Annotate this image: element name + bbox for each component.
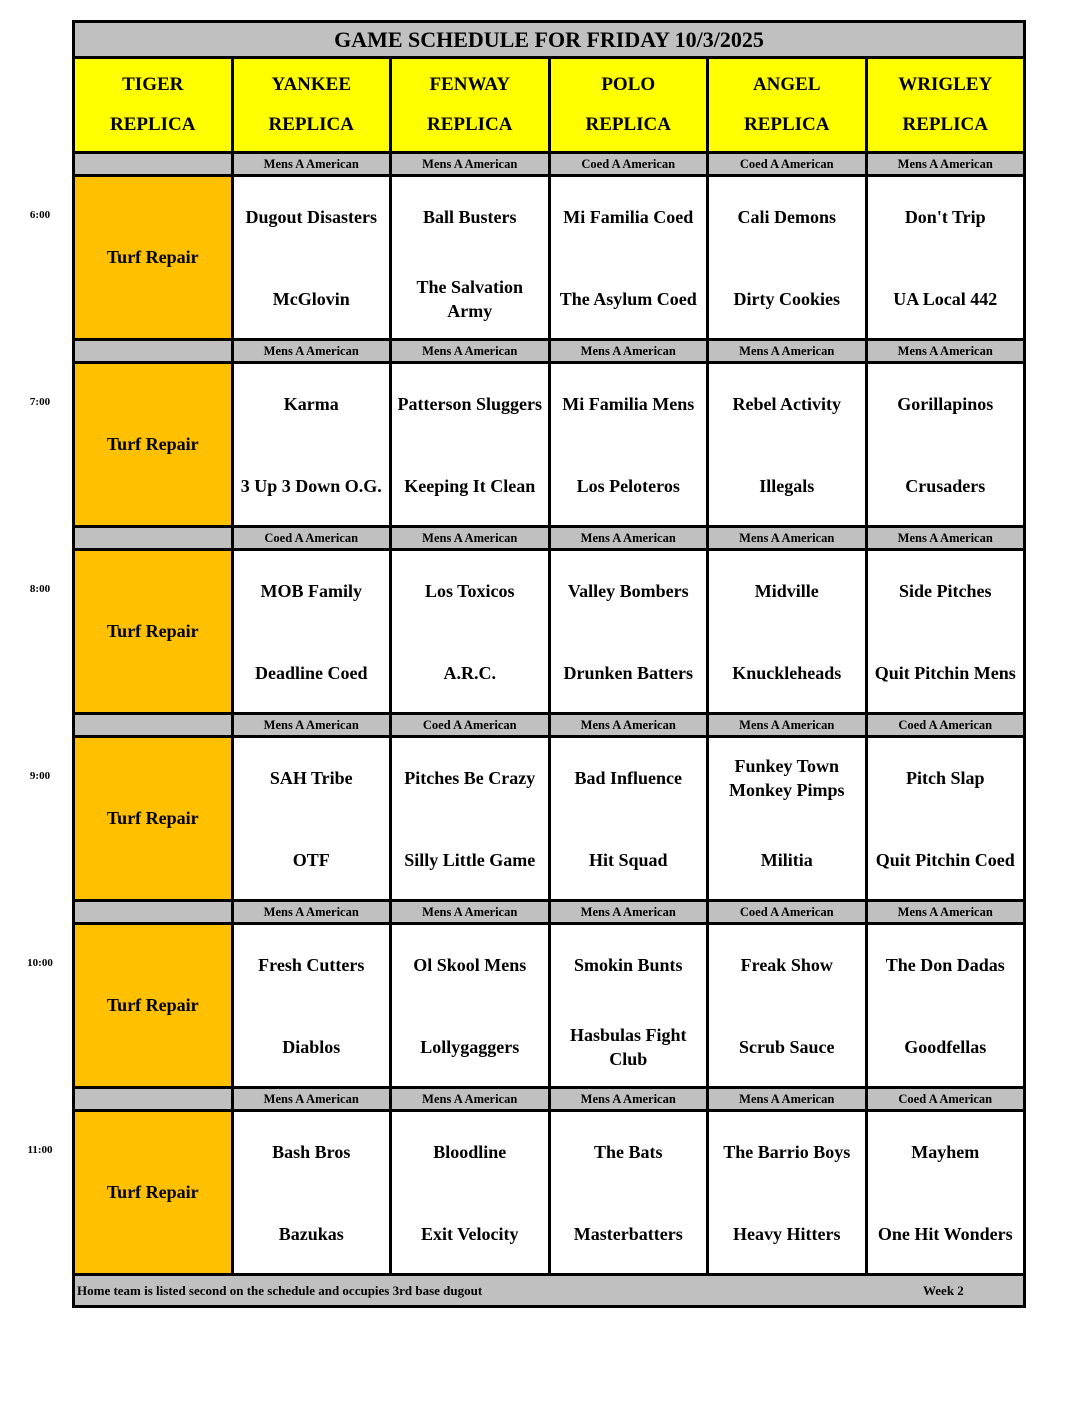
division-label: Mens A American	[709, 341, 868, 361]
home-team: Illegals	[759, 476, 815, 496]
home-team: Drunken Batters	[563, 663, 693, 683]
field-name: WRIGLEY	[898, 74, 993, 95]
turf-repair-cell: Turf Repair	[75, 364, 234, 525]
game-cell	[551, 1112, 710, 1273]
away-team: Funkey Town Monkey Pimps	[728, 756, 845, 800]
time-slot-row	[75, 738, 1023, 902]
division-blank	[75, 528, 234, 548]
turf-repair-cell: Turf Repair	[75, 551, 234, 712]
division-label: Mens A American	[234, 341, 393, 361]
away-team: Side Pitches	[899, 581, 992, 601]
away-team: The Don Dadas	[885, 955, 1005, 975]
division-blank	[75, 1089, 234, 1109]
field-name: YANKEE	[271, 74, 352, 95]
home-team: Silly Little Game	[404, 850, 536, 870]
home-team: Knuckleheads	[732, 663, 842, 683]
field-name: FENWAY	[429, 74, 511, 95]
field-name: ANGEL	[752, 74, 821, 95]
division-label: Coed A American	[868, 1089, 1024, 1109]
time-slot-row	[75, 177, 1023, 341]
home-team: A.R.C.	[443, 663, 496, 683]
division-blank	[75, 715, 234, 735]
schedule-sheet	[72, 20, 1026, 1308]
division-blank	[75, 902, 234, 922]
division-row	[75, 341, 1023, 364]
division-blank	[75, 341, 234, 361]
game-cell	[234, 364, 393, 525]
footer-note: Home team is listed second on the schedule and occupies 3rd base dugout	[77, 1283, 483, 1298]
turf-repair-cell: Turf Repair	[75, 925, 234, 1086]
away-team: Pitches Be Crazy	[404, 768, 536, 788]
turf-repair-cell: Turf Repair	[75, 177, 234, 338]
home-team: Hasbulas Fight Club	[569, 1025, 687, 1069]
game-cell	[709, 551, 868, 712]
time-label-3: 9:00	[29, 770, 51, 782]
field-sub: REPLICA	[902, 114, 988, 135]
away-team: Mi Familia Coed	[563, 207, 694, 227]
home-team: One Hit Wonders	[877, 1224, 1013, 1244]
division-label: Mens A American	[392, 341, 551, 361]
division-blank	[75, 154, 234, 174]
time-label-2: 8:00	[29, 583, 51, 595]
away-team: The Bats	[593, 1142, 663, 1162]
division-label: Mens A American	[709, 1089, 868, 1109]
away-team: Midville	[754, 581, 819, 601]
field-sub: REPLICA	[268, 114, 354, 135]
field-sub: REPLICA	[426, 114, 513, 135]
away-team: Gorillapinos	[897, 394, 994, 414]
field-name: POLO	[601, 74, 656, 95]
home-team: Masterbatters	[573, 1224, 683, 1244]
away-team: Bloodline	[433, 1142, 507, 1162]
division-label: Mens A American	[234, 154, 393, 174]
away-team: Valley Bombers	[567, 581, 689, 601]
field-sub: REPLICA	[743, 114, 830, 135]
division-label: Mens A American	[234, 902, 393, 922]
home-team: Lollygaggers	[420, 1037, 520, 1057]
division-row	[75, 902, 1023, 925]
home-team: Goodfellas	[904, 1037, 987, 1057]
division-label: Mens A American	[709, 528, 868, 548]
away-team: Dugout Disasters	[245, 207, 377, 227]
away-team: The Barrio Boys	[723, 1142, 851, 1162]
away-team: Mayhem	[911, 1142, 980, 1162]
game-cell	[234, 738, 393, 899]
game-cell	[551, 364, 710, 525]
home-team: Exit Velocity	[421, 1224, 519, 1244]
away-team: Fresh Cutters	[258, 955, 365, 975]
week-label: Week 2	[923, 1283, 964, 1298]
game-cell	[392, 738, 551, 899]
home-team: The Salvation Army	[416, 277, 524, 321]
field-header-yankee	[234, 59, 393, 151]
division-label: Coed A American	[868, 715, 1024, 735]
division-label: Mens A American	[709, 715, 868, 735]
game-cell	[868, 1112, 1024, 1273]
division-label: Mens A American	[234, 1089, 393, 1109]
division-label: Mens A American	[551, 528, 710, 548]
division-label: Mens A American	[868, 528, 1024, 548]
game-cell	[392, 925, 551, 1086]
division-row	[75, 154, 1023, 177]
division-row	[75, 528, 1023, 551]
time-label-1: 7:00	[29, 396, 51, 408]
field-header-fenway	[392, 59, 551, 151]
division-label: Mens A American	[551, 715, 710, 735]
home-team: Dirty Cookies	[733, 289, 840, 309]
away-team: Patterson Sluggers	[397, 394, 542, 414]
home-team: Scrub Sauce	[738, 1037, 835, 1057]
game-cell	[392, 551, 551, 712]
game-cell	[868, 551, 1024, 712]
field-name: TIGER	[122, 74, 184, 95]
home-team: The Asylum Coed	[559, 289, 697, 309]
division-label: Mens A American	[234, 715, 393, 735]
home-team: Los Peloteros	[576, 476, 680, 496]
away-team: Los Toxicos	[424, 581, 515, 601]
away-team: Pitch Slap	[905, 768, 985, 788]
home-team: OTF	[292, 850, 330, 870]
time-slot-row	[75, 551, 1023, 715]
away-team: Bash Bros	[272, 1142, 351, 1162]
footer-row	[75, 1276, 1023, 1305]
home-team: Diablos	[282, 1037, 341, 1057]
game-cell	[234, 1112, 393, 1273]
game-cell	[551, 551, 710, 712]
field-header-wrigley	[868, 59, 1024, 151]
away-team: MOB Family	[260, 581, 362, 601]
game-cell	[868, 177, 1024, 338]
away-team: Mi Familia Mens	[562, 394, 695, 414]
division-label: Mens A American	[868, 341, 1024, 361]
time-slots	[75, 154, 1023, 1276]
game-cell	[709, 925, 868, 1086]
home-team: 3 Up 3 Down O.G.	[240, 476, 382, 496]
away-team: Don't Trip	[904, 207, 986, 227]
time-slot-row	[75, 1112, 1023, 1276]
game-cell	[551, 925, 710, 1086]
division-label: Mens A American	[392, 1089, 551, 1109]
game-cell	[709, 1112, 868, 1273]
division-label: Mens A American	[551, 902, 710, 922]
division-label: Coed A American	[551, 154, 710, 174]
home-team: Keeping It Clean	[404, 476, 536, 496]
away-team: Ol Skool Mens	[413, 955, 527, 975]
game-cell	[234, 177, 393, 338]
home-team: Quit Pitchin Coed	[875, 850, 1015, 870]
time-label-0: 6:00	[29, 209, 51, 221]
division-label: Mens A American	[392, 902, 551, 922]
division-label: Mens A American	[868, 154, 1024, 174]
away-team: Cali Demons	[737, 207, 836, 227]
game-cell	[709, 177, 868, 338]
division-label: Mens A American	[551, 1089, 710, 1109]
field-header-angel	[709, 59, 868, 151]
home-team: Bazukas	[278, 1224, 344, 1244]
game-cell	[392, 177, 551, 338]
time-label-4: 10:00	[27, 957, 53, 969]
game-cell	[551, 177, 710, 338]
home-team: McGlovin	[272, 289, 350, 309]
game-cell	[709, 738, 868, 899]
division-label: Mens A American	[392, 154, 551, 174]
away-team: SAH Tribe	[269, 768, 353, 788]
away-team: Karma	[283, 394, 339, 414]
home-team: Heavy Hitters	[733, 1224, 841, 1244]
division-label: Coed A American	[392, 715, 551, 735]
division-label: Coed A American	[709, 154, 868, 174]
game-cell	[234, 925, 393, 1086]
home-team: Militia	[760, 850, 813, 870]
turf-repair-cell: Turf Repair	[75, 738, 234, 899]
home-team: UA Local 442	[893, 289, 998, 309]
game-cell	[392, 364, 551, 525]
division-label: Mens A American	[551, 341, 710, 361]
home-team: Crusaders	[905, 476, 986, 496]
turf-repair-cell: Turf Repair	[75, 1112, 234, 1273]
time-label-5: 11:00	[27, 1144, 53, 1156]
home-team: Hit Squad	[588, 850, 668, 870]
game-cell	[868, 364, 1024, 525]
field-sub: REPLICA	[585, 114, 671, 135]
away-team: Bad Influence	[574, 768, 683, 788]
field-sub: REPLICA	[109, 114, 196, 135]
away-team: Freak Show	[740, 955, 833, 975]
division-label: Coed A American	[234, 528, 393, 548]
game-cell	[868, 738, 1024, 899]
division-label: Coed A American	[709, 902, 868, 922]
schedule-title: GAME SCHEDULE FOR FRIDAY 10/3/2025	[75, 23, 1023, 59]
field-header-polo	[551, 59, 710, 151]
home-team: Quit Pitchin Mens	[874, 663, 1016, 683]
away-team: Rebel Activity	[732, 394, 841, 414]
time-slot-row	[75, 364, 1023, 528]
division-label: Mens A American	[392, 528, 551, 548]
division-label: Mens A American	[868, 902, 1024, 922]
division-row	[75, 715, 1023, 738]
game-cell	[868, 925, 1024, 1086]
game-cell	[392, 1112, 551, 1273]
home-team: Deadline Coed	[255, 663, 368, 683]
game-cell	[709, 364, 868, 525]
away-team: Ball Busters	[422, 207, 517, 227]
field-header-tiger	[75, 59, 234, 151]
game-cell	[234, 551, 393, 712]
away-team: Smokin Bunts	[573, 955, 683, 975]
game-cell	[551, 738, 710, 899]
time-slot-row	[75, 925, 1023, 1089]
field-header-row	[75, 59, 1023, 154]
division-row	[75, 1089, 1023, 1112]
